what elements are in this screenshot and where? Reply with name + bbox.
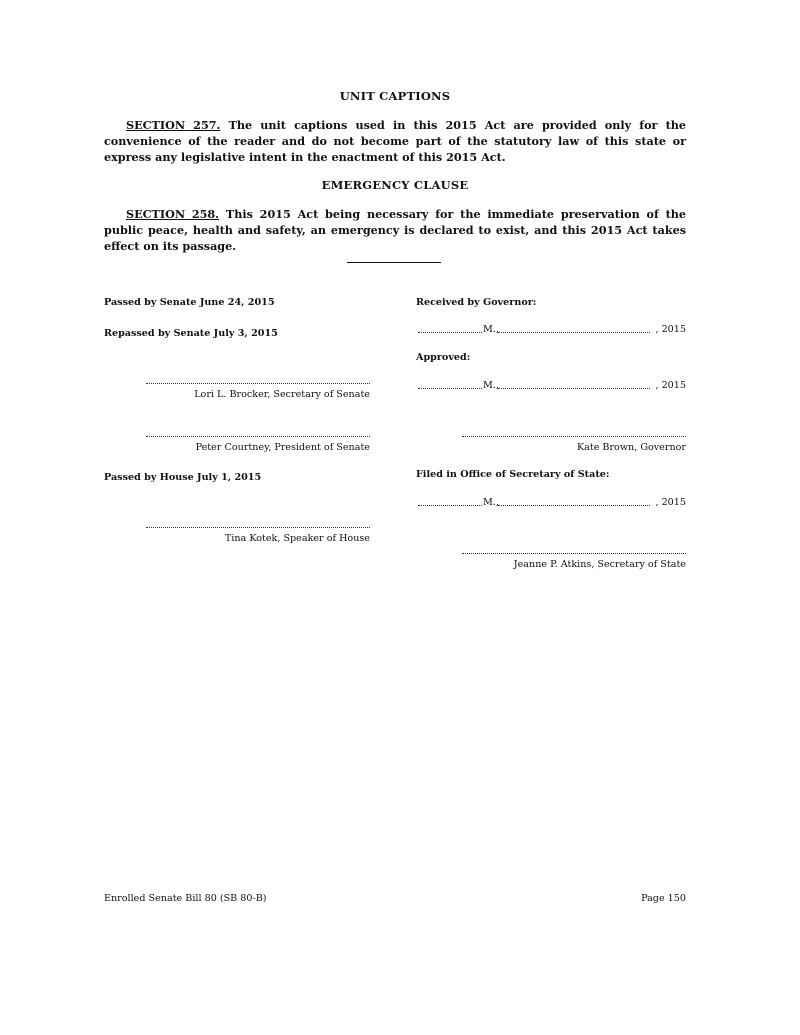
governor-signature-line [462, 436, 686, 437]
president-of-senate-name: Peter Courtney, President of Senate [195, 442, 370, 453]
secretary-of-state-signature-line [462, 553, 686, 554]
governor-name: Kate Brown, Governor [576, 442, 686, 453]
speaker-of-house-signature-line [146, 527, 370, 528]
section-257-label: SECTION 257. [126, 118, 221, 132]
footer-page-number: Page 150 [641, 893, 686, 904]
filed-date-line [416, 496, 686, 508]
passed-by-senate-label: Passed by Senate June 24, 2015 [104, 297, 275, 308]
section-257-text: The unit captions used in this 2015 Act are provided only for the convenience of the reader and do not become part of the statutory law of this state or express any legislative intent in the enactment of this 2015 Act. [104, 118, 686, 164]
received-by-governor-label: Received by Governor: [416, 297, 537, 308]
approved-date-year: , 2015 [655, 380, 686, 391]
secretary-of-senate-name: Lori L. Brocker, Secretary of Senate [194, 389, 370, 400]
section-258-label: SECTION 258. [126, 207, 220, 221]
unit-captions-heading: UNIT CAPTIONS [339, 89, 451, 103]
footer-bill-name: Enrolled Senate Bill 80 (SB 80-B) [104, 893, 267, 904]
approved-label: Approved: [416, 352, 471, 363]
speaker-of-house-name: Tina Kotek, Speaker of House [224, 533, 370, 544]
approved-date-line [416, 379, 686, 391]
governor-secretary-signature-column [416, 0, 686, 600]
passed-by-house-label: Passed by House July 1, 2015 [104, 472, 262, 483]
filed-date-year: , 2015 [655, 497, 686, 508]
received-date-line [416, 323, 686, 335]
filed-date-m: M., [483, 497, 499, 508]
secretary-of-state-name: Jeanne P. Atkins, Secretary of State [513, 559, 686, 570]
senate-house-signature-column [104, 0, 370, 600]
repassed-by-senate-label: Repassed by Senate July 3, 2015 [104, 328, 278, 339]
section-258-text: This 2015 Act being necessary for the immediate preservation of the public peace, health and safety, an emergency is declared to exist, and this 2015 Act takes effect on its passage. [104, 207, 687, 253]
approved-date-m: M., [483, 380, 499, 391]
president-of-senate-signature-line [146, 436, 370, 437]
received-date-year: , 2015 [655, 324, 686, 335]
emergency-clause-heading: EMERGENCY CLAUSE [321, 178, 469, 192]
secretary-of-senate-signature-line [146, 383, 370, 384]
document-page [104, 0, 686, 1035]
received-date-m: M., [483, 324, 499, 335]
filed-secretary-of-state-label: Filed in Office of Secretary of State: [416, 469, 610, 480]
